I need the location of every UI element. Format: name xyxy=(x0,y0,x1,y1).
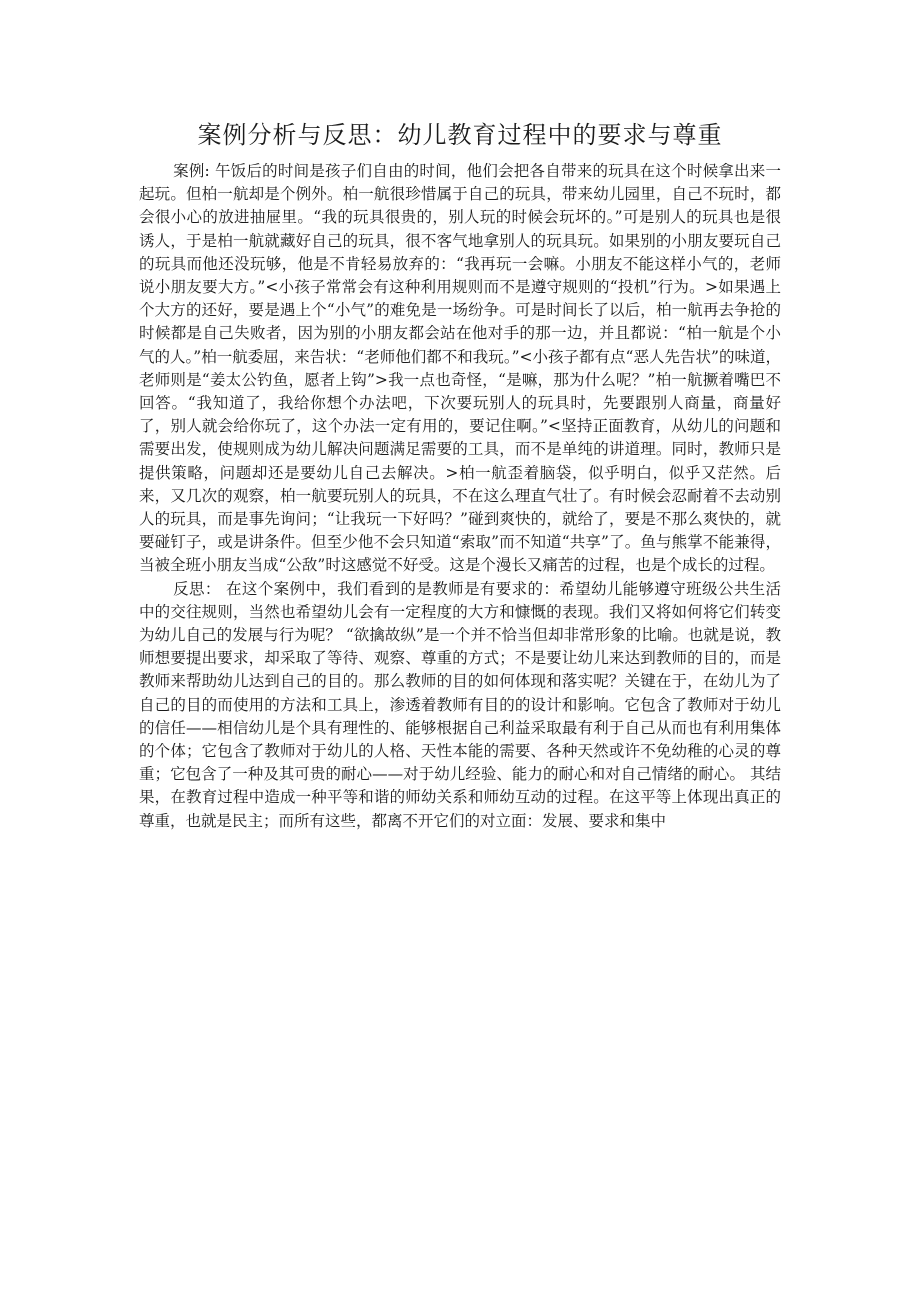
case-lead-label: 案例: xyxy=(173,162,210,180)
case-paragraph xyxy=(139,160,781,578)
document-title: 案例分析与反思：幼儿教育过程中的要求与尊重 xyxy=(197,121,723,149)
reflection-text: 在这个案例中，我们看到的是教师是有要求的：希望幼儿能够遵守班级公共生活中的交往规则，当然也希望幼儿会有一定程度的大方和慷慨的表现。我们又将如何将它们转变为幼儿自己的发展与行为呢？ “欲擒故纵”是一个并不恰当但却非常形象的比喻。也就是说，教师想要提出要求，却采取了等待、观察、尊重的方式；不是要让幼儿来达到教师的目的，而是教师来帮助幼儿达到自己的目的。那么教师的目的如何体现和落实呢？关键在于，在幼儿为了自己的目的而使用的方法和工具上，渗透着教师有目的的设计和影响。它包含了教师对于幼儿的信任——相信幼儿是个具有理性的、能够根据自己利益采取最有利于自己从而也有利用集体的个体；它包含了教师对于幼儿的人格、天性本能的需要、各种天然或许不免幼稚的心灵的尊重；它包含了一种及其可贵的耐心——对于幼儿经验、能力的耐心和对自己情绪的耐心。 其结果，在教育过程中造成一种平等和谐的师幼关系和师幼互动的过程。在这平等上体现出真正的尊重，也就是民主；而所有这些，都离不开它们的对立面：发展、要求和集中 xyxy=(139,579,781,830)
case-text: 午饭后的时间是孩子们自由的时间，他们会把各自带来的玩具在这个时候拿出来一起玩。但柏一航却是个例外。柏一航很珍惜属于自己的玩具，带来幼儿园里，自己不玩时，都会很小心的放进抽屉里。“我的玩具很贵的，别人玩的时候会玩坏的。”可是别人的玩具也是很诱人，于是柏一航就藏好自己的玩具，很不客气地拿别人的玩具玩。如果别的小朋友要玩自己的玩具而他还没玩够，他是不肯轻易放弃的：“我再玩一会嘛。小朋友不能这样小气的，老师说小朋友要大方。”<小孩子常常会有这种利用规则而不是遵守规则的“投机”行为。>如果遇上个大方的还好，要是遇上个“小气”的难免是一场纷争。可是时间长了以后，柏一航再去争抢的时候都是自己失败者，因为别的小朋友都会站在他对手的那一边，并且都说：“柏一航是个小气的人。”柏一航委屈，来告状：“老师他们都不和我玩。”<小孩子都有点“恶人先告状”的味道，老师则是“姜太公钓鱼，愿者上钩”>我一点也奇怪，“是嘛，那为什么呢？”柏一航撅着嘴巴不回答。“我知道了，我给你想个办法吧，下次要玩别人的玩具时，先要跟别人商量，商量好了，别人就会给你玩了，这个办法一定有用的，要记住啊。”<坚持正面教育，从幼儿的问题和需要出发，使规则成为幼儿解决问题满足需要的工具，而不是单纯的讲道理。同时，教师只是提供策略，问题却还是要幼儿自己去解决。>柏一航歪着脑袋，似乎明白，似乎又茫然。后来，又几次的观察，柏一航要玩别人的玩具，不在这么理直气壮了。有时候会忍耐着不去动别人的玩具，而是事先询问；“让我玩一下好吗？”碰到爽快的，就给了，要是不那么爽快的，就要碰钉子，或是讲条件。但至少他不会只知道“索取”而不知道“共享”了。鱼与熊掌不能兼得，当被全班小朋友当成“公敌”时这感觉不好受。这是个漫长又痛苦的过程，也是个成长的过程。 xyxy=(139,162,781,575)
reflection-paragraph xyxy=(139,578,781,833)
document-body xyxy=(139,160,781,833)
reflection-lead-label: 反思： xyxy=(173,579,221,598)
